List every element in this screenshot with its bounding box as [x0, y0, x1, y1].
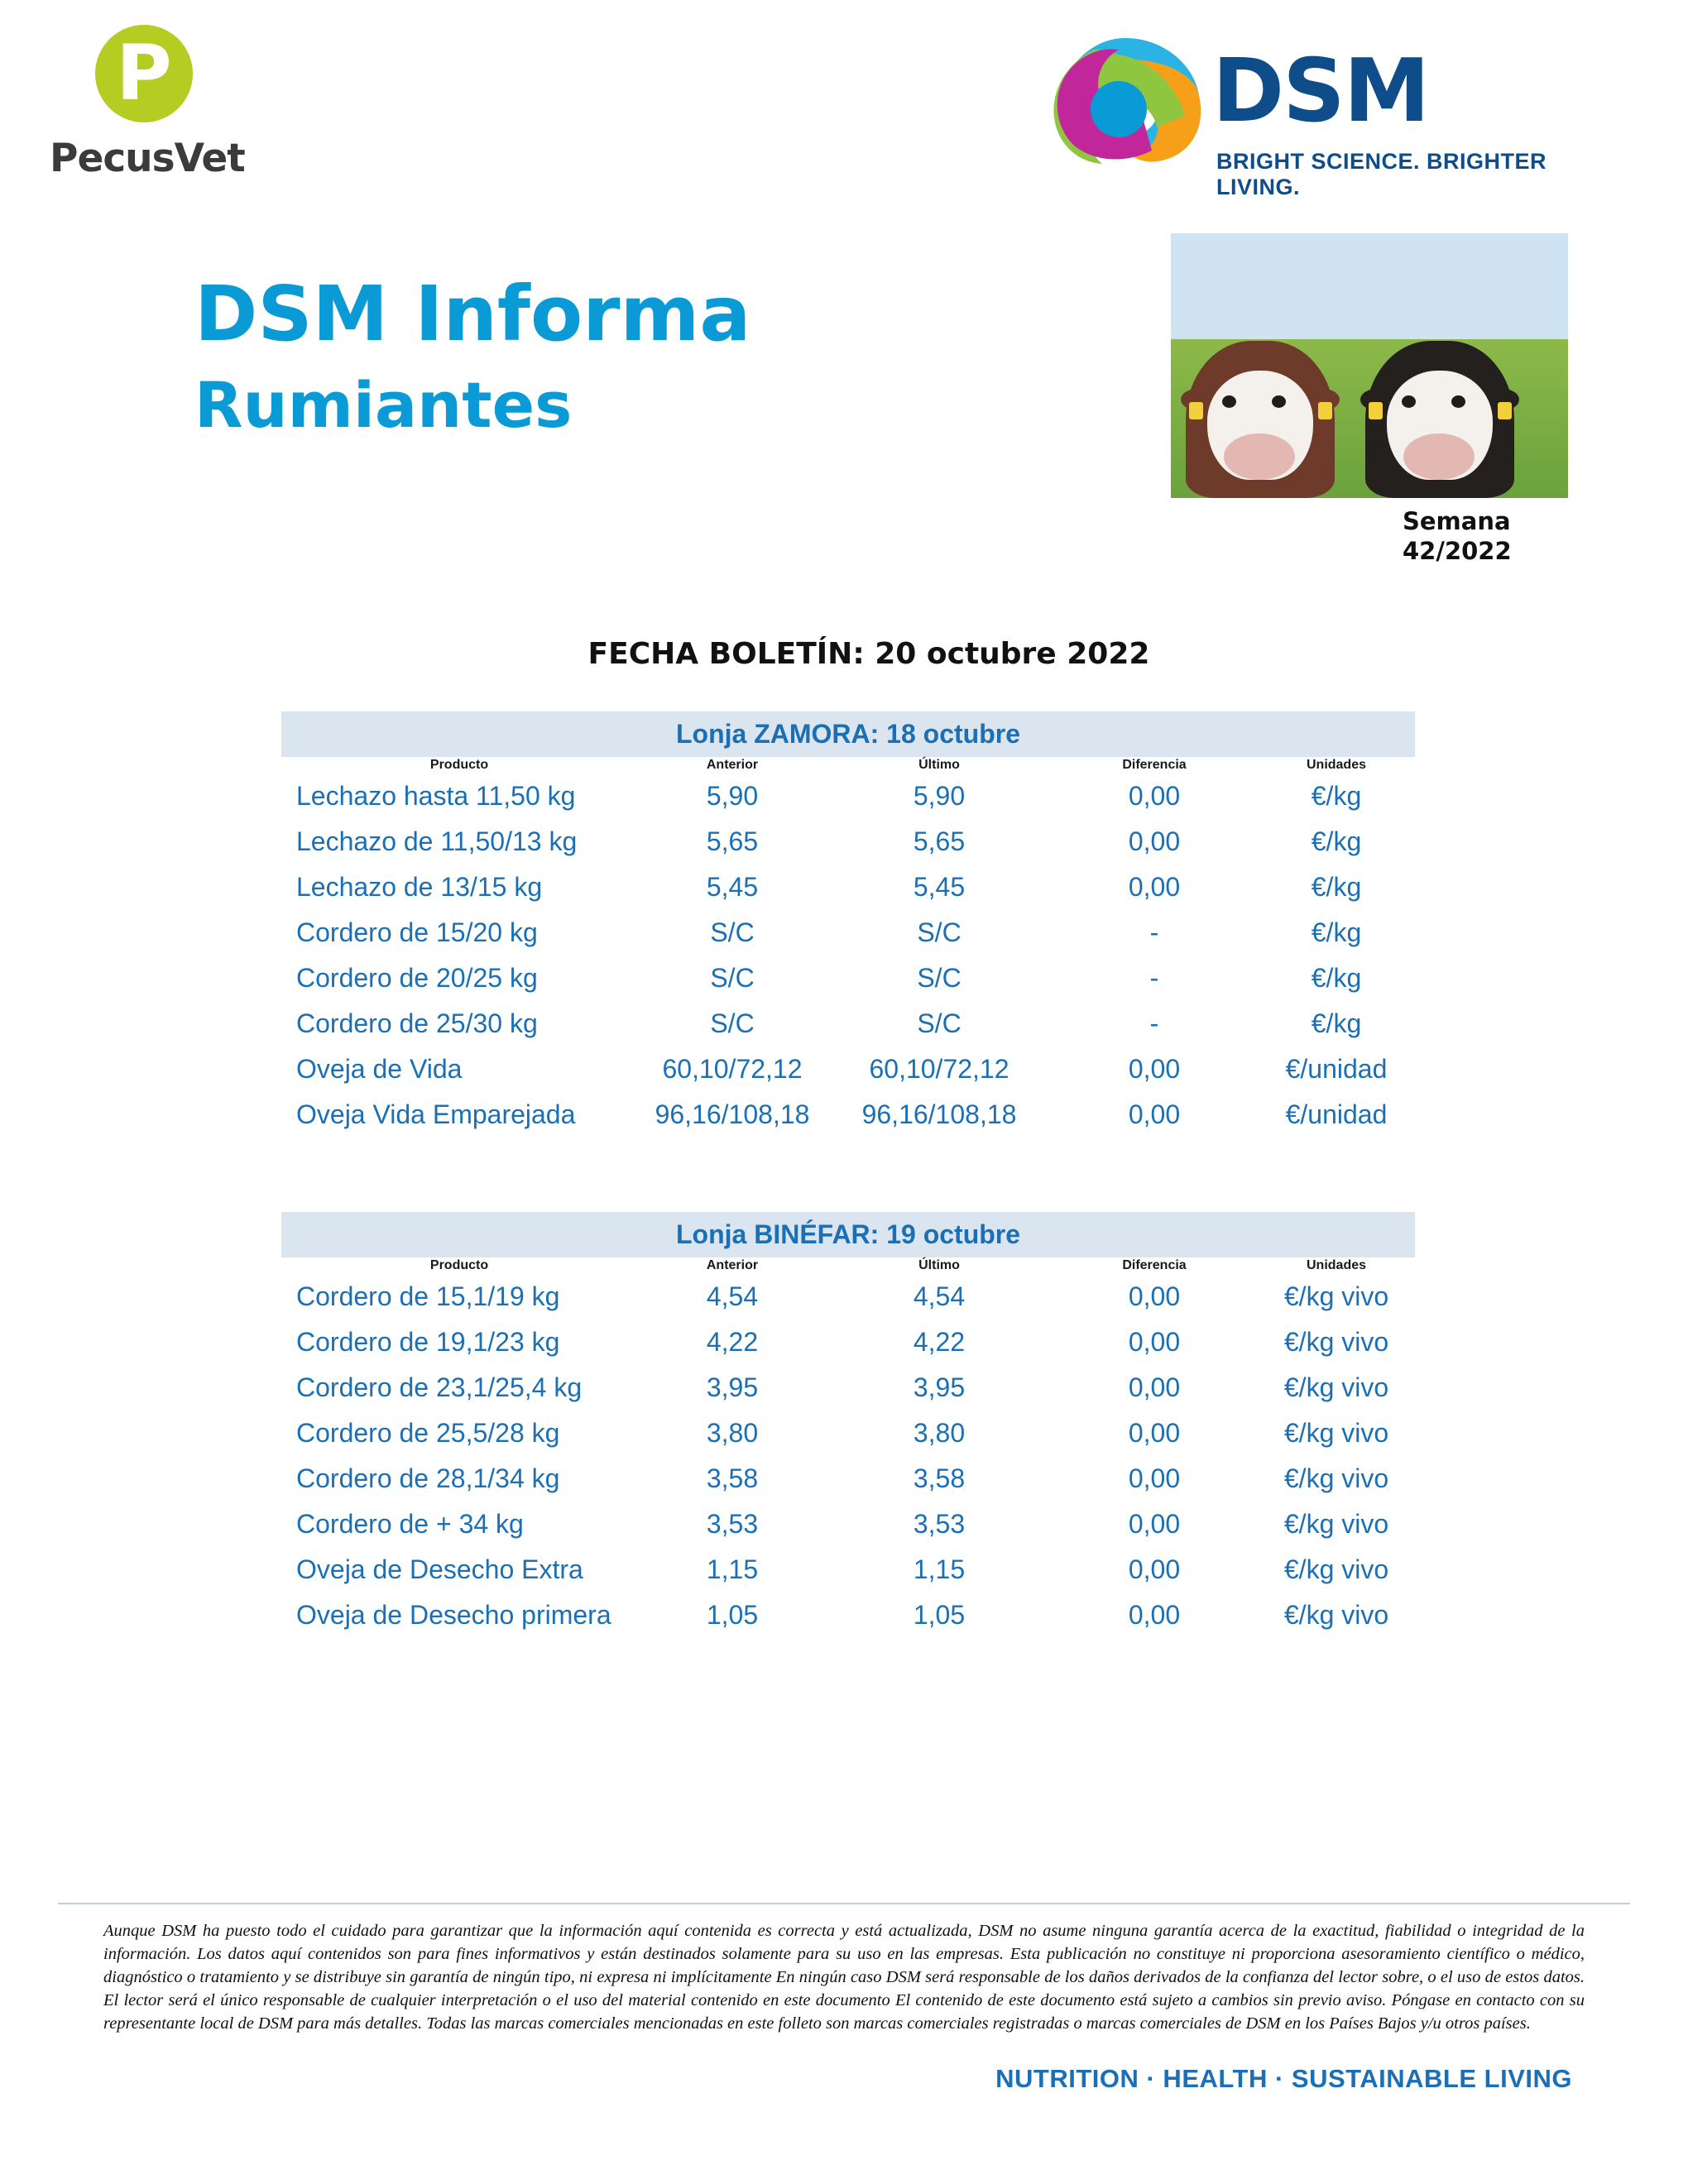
- cell-producto: Cordero de 25,5/28 kg: [296, 1418, 560, 1448]
- page-title: DSM Informa: [194, 270, 751, 358]
- table-row: [281, 1502, 1415, 1547]
- cell-ultimo: 5,45: [913, 872, 966, 902]
- table-row: [281, 864, 1415, 910]
- column-header-unidades: Unidades: [1307, 1258, 1367, 1272]
- column-header-anterior: Anterior: [706, 1258, 759, 1272]
- cell-diferencia: 0,00: [1128, 1554, 1181, 1584]
- cell-producto: Cordero de 15/20 kg: [296, 917, 538, 947]
- cell-anterior: 4,54: [706, 1281, 759, 1311]
- cell-ultimo: 1,05: [913, 1600, 966, 1630]
- table-header-row: [281, 1257, 1415, 1274]
- cell-unidades: €/kg vivo: [1283, 1509, 1389, 1539]
- cell-unidades: €/kg vivo: [1283, 1281, 1389, 1311]
- week-value: 42/2022: [1403, 537, 1512, 565]
- cell-producto: Lechazo hasta 11,50 kg: [296, 781, 576, 811]
- cell-unidades: €/kg vivo: [1283, 1327, 1389, 1357]
- cell-unidades: €/kg: [1311, 917, 1362, 947]
- cell-ultimo: 1,15: [913, 1554, 966, 1584]
- cell-unidades: €/kg: [1311, 1008, 1362, 1038]
- column-header-diferencia: Diferencia: [1122, 758, 1187, 772]
- dsm-swirl-icon: [1043, 33, 1208, 174]
- column-header-unidades: Unidades: [1306, 758, 1366, 772]
- table-row: [281, 1001, 1415, 1046]
- document-footer: [0, 1903, 1688, 2093]
- table-row: [281, 1274, 1415, 1320]
- pecusvet-mark-letter: P: [116, 29, 172, 117]
- cell-ultimo: S/C: [917, 917, 961, 947]
- column-header-anterior: Anterior: [706, 758, 759, 772]
- cell-unidades: €/kg: [1311, 781, 1362, 811]
- cell-producto: Lechazo de 13/15 kg: [296, 872, 543, 902]
- cell-unidades: €/kg vivo: [1283, 1600, 1389, 1630]
- table-row: [281, 910, 1415, 956]
- cell-diferencia: 0,00: [1128, 781, 1181, 811]
- cell-unidades: €/kg vivo: [1283, 1554, 1389, 1584]
- cell-diferencia: 0,00: [1128, 1327, 1181, 1357]
- cell-unidades: €/kg vivo: [1283, 1418, 1389, 1448]
- cell-anterior: 5,90: [706, 781, 759, 811]
- table-row: [281, 1592, 1415, 1638]
- cell-unidades: €/kg: [1311, 963, 1362, 993]
- column-header-producto: Producto: [429, 758, 489, 772]
- column-header-producto: Producto: [429, 1258, 489, 1272]
- cell-ultimo: 96,16/108,18: [861, 1099, 1017, 1129]
- cell-anterior: 5,65: [706, 826, 759, 856]
- cell-diferencia: 0,00: [1128, 1600, 1181, 1630]
- dsm-wordmark: DSM: [1212, 41, 1429, 141]
- cell-producto: Cordero de 15,1/19 kg: [296, 1281, 560, 1311]
- cell-producto: Cordero de 28,1/34 kg: [296, 1463, 560, 1493]
- cell-anterior: S/C: [710, 963, 755, 993]
- cell-ultimo: 4,54: [913, 1281, 966, 1311]
- cell-diferencia: 0,00: [1128, 1281, 1181, 1311]
- cell-producto: Oveja Vida Emparejada: [296, 1099, 576, 1129]
- cell-anterior: 1,15: [706, 1554, 759, 1584]
- table-header-row: [281, 757, 1415, 774]
- cell-ultimo: 4,22: [913, 1327, 966, 1357]
- cell-ultimo: S/C: [917, 1008, 961, 1038]
- table-row: [281, 1365, 1415, 1410]
- page-subtitle: Rumiantes: [194, 368, 573, 442]
- cell-diferencia: -: [1149, 963, 1159, 993]
- cell-anterior: 3,95: [706, 1372, 759, 1402]
- cows-photo: [1171, 233, 1568, 498]
- cell-producto: Cordero de + 34 kg: [296, 1509, 524, 1539]
- pecusvet-wordmark: PecusVet: [50, 136, 245, 181]
- table-row: [281, 1046, 1415, 1092]
- table-row: [281, 1456, 1415, 1502]
- cell-anterior: 3,80: [706, 1418, 759, 1448]
- footer-divider: [58, 1903, 1630, 1904]
- dsm-logo: [1043, 33, 1572, 199]
- cell-diferencia: 0,00: [1128, 1099, 1181, 1129]
- table-lonja-binefar: [281, 1212, 1415, 1638]
- legal-disclaimer: Aunque DSM ha puesto todo el cuidado para garantizar que la información aquí contenida es correcta y está actualizada, DSM no asume ninguna garantía acerca de la exactitud, fiabilidad o integridad de la información. Los datos aquí contenidos son para fines informativos y están destinados solamente para su uso en las empresas. Esta publicación no constituye ni proporciona asesoramiento científico o médico, diagnóstico o tratamiento y se distribuye sin garantía de ningún tipo, ni expresa ni implícitamente En ningún caso DSM será responsable de los daños derivados de la confianza del lector sobre, o el uso de estos datos. El lector será el único responsable de cualquier interpretación o el uso del material contenido en este documento El contenido de este documento está sujeto a cambios sin previo aviso. Póngase en contacto con su representante local de DSM para más detalles. Todas las marcas comerciales mencionadas en este folleto son marcas comerciales registradas o marcas comerciales de DSM en los Países Bajos y/u otros países.: [103, 1922, 1585, 2033]
- cell-diferencia: 0,00: [1128, 872, 1181, 902]
- title-block: [194, 270, 751, 443]
- table-title-row: [281, 711, 1415, 757]
- cell-anterior: 3,58: [706, 1463, 759, 1493]
- table-title: Lonja ZAMORA: 18 octubre: [281, 711, 1415, 757]
- table-row: [281, 774, 1415, 819]
- cell-anterior: 96,16/108,18: [655, 1099, 810, 1129]
- cell-unidades: €/unidad: [1285, 1054, 1388, 1084]
- cell-unidades: €/kg: [1311, 826, 1362, 856]
- cell-unidades: €/kg vivo: [1283, 1463, 1389, 1493]
- column-header-ultimo: Último: [918, 758, 960, 772]
- cell-producto: Oveja de Vida: [296, 1054, 463, 1084]
- cell-producto: Cordero de 23,1/25,4 kg: [296, 1372, 583, 1402]
- cow-brown: [1186, 341, 1335, 498]
- bulletin-date: FECHA BOLETÍN: 20 octubre 2022: [587, 637, 1150, 671]
- cell-ultimo: 3,53: [913, 1509, 966, 1539]
- cell-unidades: €/unidad: [1285, 1099, 1388, 1129]
- cell-diferencia: 0,00: [1128, 1054, 1181, 1084]
- cell-diferencia: 0,00: [1128, 826, 1181, 856]
- cell-ultimo: 60,10/72,12: [869, 1054, 1009, 1084]
- cell-anterior: 60,10/72,12: [662, 1054, 803, 1084]
- cell-producto: Lechazo de 11,50/13 kg: [296, 826, 578, 856]
- cell-ultimo: 3,95: [913, 1372, 966, 1402]
- cell-ultimo: 5,65: [913, 826, 966, 856]
- column-header-diferencia: Diferencia: [1122, 1258, 1187, 1272]
- cell-ultimo: 3,80: [913, 1418, 966, 1448]
- document-header: [0, 0, 1688, 565]
- table-row: [281, 1547, 1415, 1592]
- table-row: [281, 1410, 1415, 1456]
- table-row: [281, 1092, 1415, 1138]
- table-row: [281, 1320, 1415, 1365]
- cell-diferencia: 0,00: [1128, 1509, 1181, 1539]
- cell-producto: Cordero de 25/30 kg: [296, 1008, 538, 1038]
- cell-ultimo: 5,90: [913, 781, 966, 811]
- cell-diferencia: -: [1149, 917, 1159, 947]
- pecusvet-mark-icon: [95, 25, 194, 124]
- cell-unidades: €/kg vivo: [1283, 1372, 1389, 1402]
- cell-producto: Cordero de 19,1/23 kg: [296, 1327, 560, 1357]
- column-header-ultimo: Último: [918, 1258, 960, 1272]
- table-title-row: [281, 1212, 1415, 1257]
- cell-anterior: 1,05: [706, 1600, 759, 1630]
- cell-anterior: 5,45: [706, 872, 759, 902]
- week-label: Semana: [1403, 507, 1511, 535]
- cell-diferencia: 0,00: [1128, 1418, 1181, 1448]
- table-lonja-zamora: [281, 711, 1415, 1138]
- cell-ultimo: S/C: [917, 963, 961, 993]
- cell-ultimo: 3,58: [913, 1463, 966, 1493]
- cell-diferencia: 0,00: [1128, 1372, 1181, 1402]
- cell-producto: Cordero de 20/25 kg: [296, 963, 538, 993]
- table-row: [281, 956, 1415, 1001]
- cell-unidades: €/kg: [1311, 872, 1362, 902]
- table-row: [281, 819, 1415, 864]
- cell-anterior: S/C: [710, 917, 755, 947]
- cell-anterior: 3,53: [706, 1509, 759, 1539]
- market-tables: [281, 711, 1415, 1638]
- cell-diferencia: 0,00: [1128, 1463, 1181, 1493]
- cell-diferencia: -: [1149, 1008, 1159, 1038]
- cow-black: [1365, 341, 1514, 498]
- footer-claim: NUTRITION · HEALTH · SUSTAINABLE LIVING: [995, 2064, 1572, 2093]
- week-indicator: [1403, 506, 1568, 566]
- cell-producto: Oveja de Desecho primera: [296, 1600, 611, 1630]
- cell-producto: Oveja de Desecho Extra: [296, 1554, 583, 1584]
- cell-anterior: S/C: [710, 1008, 755, 1038]
- dsm-tagline: BRIGHT SCIENCE. BRIGHTER LIVING.: [1216, 149, 1547, 199]
- pecusvet-logo: [50, 25, 298, 181]
- cell-anterior: 4,22: [706, 1327, 759, 1357]
- table-title: Lonja BINÉFAR: 19 octubre: [281, 1212, 1415, 1257]
